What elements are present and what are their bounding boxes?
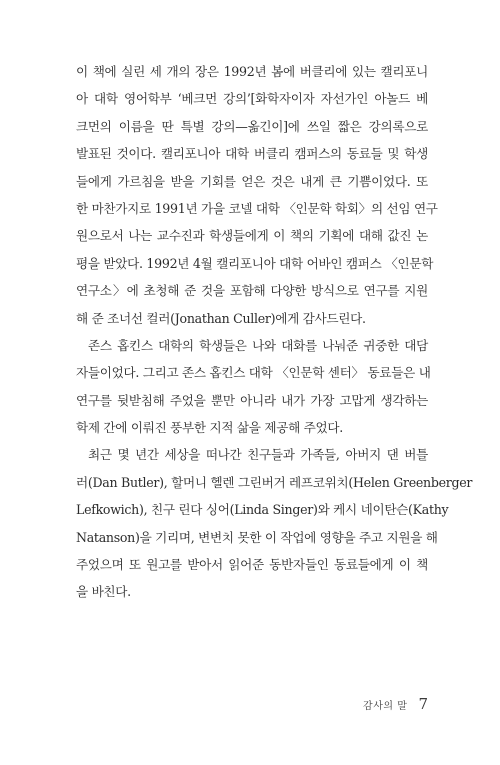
- text-line: 발표된 것이다. 캘리포니아 대학 버클리 캠퍼스의 동료들 및 학생: [76, 146, 428, 162]
- text-line: 최근 몇 년간 세상을 떠나간 친구들과 가족들, 아버지 댄 버틀: [88, 447, 428, 463]
- text-line: 을 바친다.: [76, 584, 131, 600]
- paragraph-3: [76, 441, 473, 605]
- text-line: 러(Dan Butler), 할머니 헬렌 그린버거 레프코위치(Helen Greenberger: [76, 474, 473, 490]
- text-line: 이 책에 실린 세 개의 장은 1992년 봄에 버클리에 있는 캘리포니: [76, 64, 428, 79]
- text-line: 평을 받았다. 1992년 4월 캘리포니아 대학 어바인 캠퍼스 〈인문학: [76, 255, 434, 271]
- text-line: 원으로서 나는 교수진과 학생들에게 이 책의 기획에 대해 값진 논: [76, 228, 428, 244]
- text-line: 존스 홉킨스 대학의 학생들은 나와 대화를 나눠준 귀중한 대담: [88, 337, 428, 353]
- paragraph-1: [76, 58, 438, 332]
- paragraph-2: [76, 332, 431, 442]
- text-line: 연구를 뒷받침해 주었을 뿐만 아니라 내가 가장 고맙게 생각하는: [76, 392, 428, 408]
- text-line: 한 마찬가지로 1991년 가을 코넬 대학 〈인문학 학회〉의 선임 연구: [76, 200, 438, 216]
- text-line: 연구소〉에 초청해 준 것을 포함해 다양한 방식으로 연구를 지원: [76, 283, 428, 299]
- acknowledgements-text: [76, 58, 473, 606]
- text-line: 아 대학 영어학부 ‘베크먼 강의’[화학자이자 자선가인 아놀드 베: [76, 91, 428, 107]
- page-number: 7: [418, 695, 428, 713]
- text-line: Lefkowich), 친구 린다 싱어(Linda Singer)와 케시 네이탄슨(Kathy: [76, 502, 449, 518]
- text-line: 학제 간에 이뤄진 풍부한 지적 삶을 제공해 주었다.: [76, 420, 343, 436]
- text-line: 크먼의 이름을 딴 특별 강의—옮긴이]에 쓰일 짧은 강의록으로: [76, 118, 428, 134]
- text-line: 해 준 조너선 컬러(Jonathan Culler)에게 감사드린다.: [76, 310, 366, 326]
- text-line: 들에게 가르침을 받을 기회를 얻은 것은 내게 큰 기쁨이었다. 또: [76, 173, 428, 189]
- text-line: Natanson)을 기리며, 변변치 못한 이 작업에 영향을 주고 지원을 해: [76, 529, 438, 545]
- text-line: 자들이었다. 그리고 존스 홉킨스 대학 〈인문학 센터〉 동료들은 내: [76, 365, 431, 381]
- text-line: 주었으며 또 원고를 받아서 읽어준 동반자들인 동료들에게 이 책: [76, 557, 428, 573]
- page-footer: [363, 694, 428, 713]
- running-title: 감사의 말: [363, 701, 408, 712]
